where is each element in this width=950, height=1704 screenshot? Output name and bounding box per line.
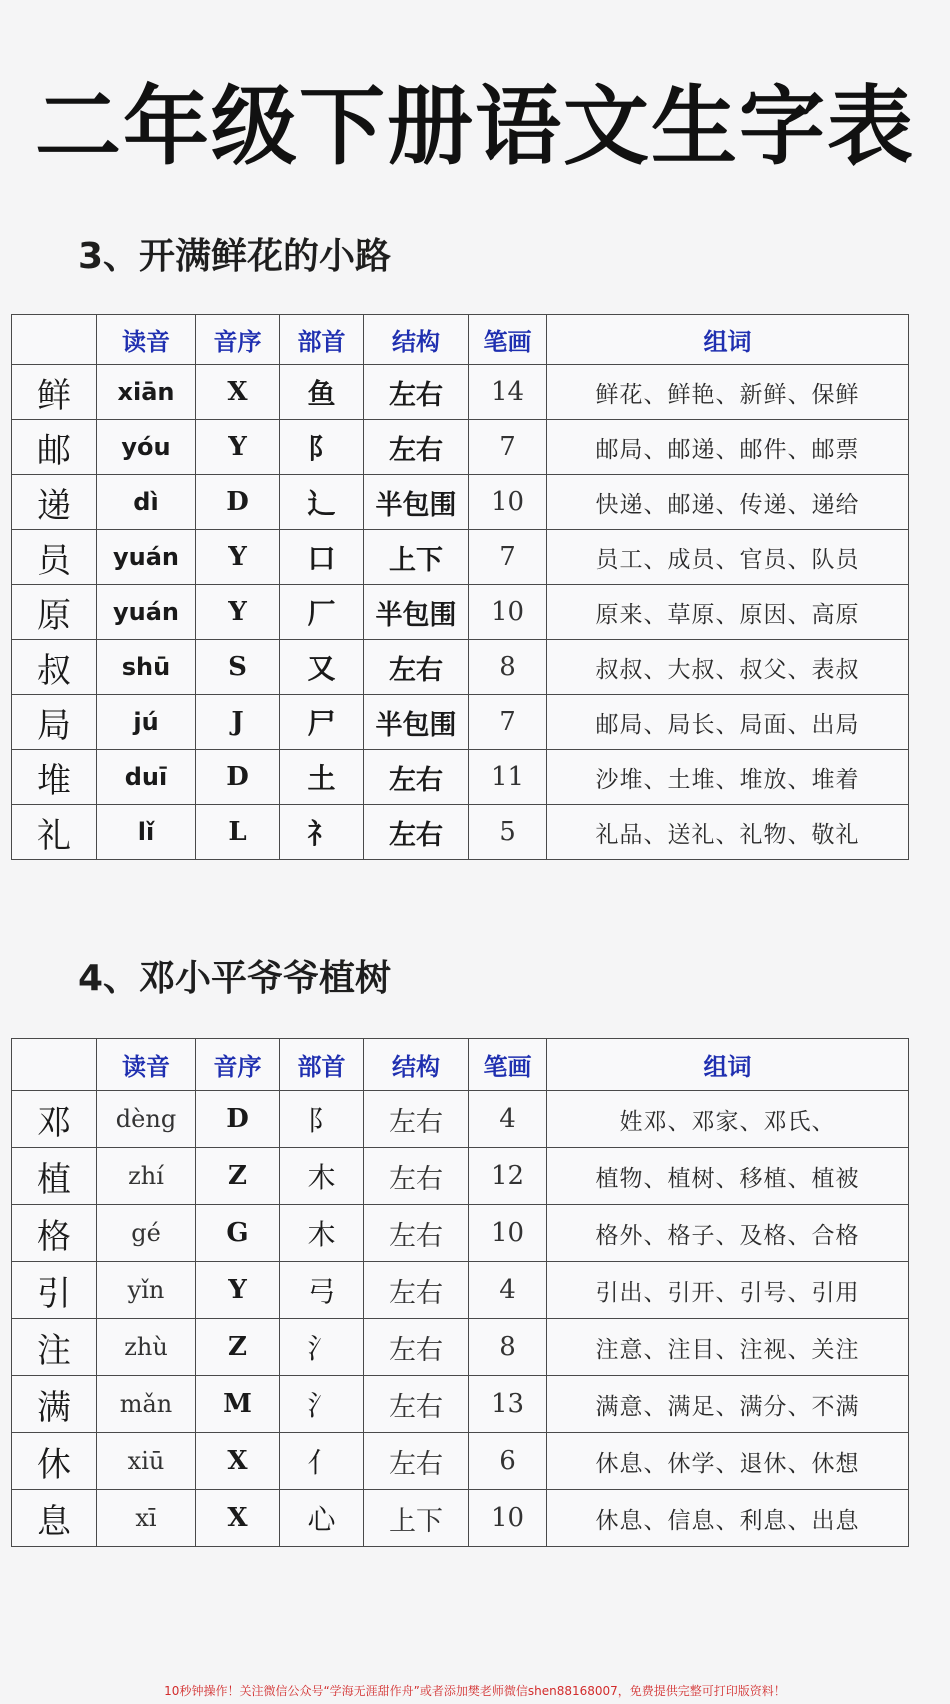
cell-strokes: 10 bbox=[469, 1205, 547, 1262]
cell-initial: D bbox=[196, 1091, 280, 1148]
header-blank bbox=[12, 315, 97, 365]
cell-structure: 半包围 bbox=[364, 585, 469, 640]
cell-words: 休息、休学、退休、休想 bbox=[547, 1433, 909, 1490]
table-row bbox=[12, 750, 909, 805]
cell-radical: 辶 bbox=[280, 475, 364, 530]
cell-initial: Z bbox=[196, 1148, 280, 1205]
cell-character: 引 bbox=[12, 1262, 97, 1319]
header-pinyin: 读音 bbox=[97, 315, 196, 365]
header-structure: 结构 bbox=[364, 315, 469, 365]
header-strokes: 笔画 bbox=[469, 315, 547, 365]
header-initial: 音序 bbox=[196, 1039, 280, 1091]
cell-character: 叔 bbox=[12, 640, 97, 695]
cell-structure: 半包围 bbox=[364, 475, 469, 530]
cell-structure: 半包围 bbox=[364, 695, 469, 750]
cell-initial: Z bbox=[196, 1319, 280, 1376]
footer-notice: 10秒钟操作！关注微信公众号“学海无涯甜作舟”或者添加樊老师微信shen88168007，免费提供完整可打印版资料！ bbox=[164, 1684, 786, 1698]
table-row bbox=[12, 1376, 909, 1433]
cell-words: 植物、植树、移植、植被 bbox=[547, 1148, 909, 1205]
cell-character: 注 bbox=[12, 1319, 97, 1376]
cell-radical: 口 bbox=[280, 530, 364, 585]
cell-pinyin: yóu bbox=[97, 420, 196, 475]
cell-character: 满 bbox=[12, 1376, 97, 1433]
cell-initial: J bbox=[196, 695, 280, 750]
cell-radical: 氵 bbox=[280, 1319, 364, 1376]
table-row bbox=[12, 1319, 909, 1376]
cell-strokes: 7 bbox=[469, 530, 547, 585]
cell-strokes: 7 bbox=[469, 420, 547, 475]
cell-structure: 左右 bbox=[364, 750, 469, 805]
header-initial: 音序 bbox=[196, 315, 280, 365]
cell-strokes: 11 bbox=[469, 750, 547, 805]
cell-initial: M bbox=[196, 1376, 280, 1433]
cell-character: 员 bbox=[12, 530, 97, 585]
cell-structure: 左右 bbox=[364, 420, 469, 475]
table-row bbox=[12, 475, 909, 530]
table-row bbox=[12, 1490, 909, 1547]
header-strokes: 笔画 bbox=[469, 1039, 547, 1091]
cell-words: 员工、成员、官员、队员 bbox=[547, 530, 909, 585]
cell-pinyin: yǐn bbox=[97, 1262, 196, 1319]
cell-strokes: 7 bbox=[469, 695, 547, 750]
cell-words: 满意、满足、满分、不满 bbox=[547, 1376, 909, 1433]
cell-radical: 木 bbox=[280, 1148, 364, 1205]
cell-initial: Y bbox=[196, 585, 280, 640]
header-radical: 部首 bbox=[280, 1039, 364, 1091]
table-row bbox=[12, 640, 909, 695]
cell-words: 快递、邮递、传递、递给 bbox=[547, 475, 909, 530]
cell-words: 格外、格子、及格、合格 bbox=[547, 1205, 909, 1262]
cell-structure: 左右 bbox=[364, 1205, 469, 1262]
cell-structure: 左右 bbox=[364, 365, 469, 420]
cell-initial: X bbox=[196, 1490, 280, 1547]
cell-pinyin: dèng bbox=[97, 1091, 196, 1148]
cell-character: 邮 bbox=[12, 420, 97, 475]
cell-words: 原来、草原、原因、高原 bbox=[547, 585, 909, 640]
cell-words: 礼品、送礼、礼物、敬礼 bbox=[547, 805, 909, 860]
cell-radical: 弓 bbox=[280, 1262, 364, 1319]
cell-radical: 氵 bbox=[280, 1376, 364, 1433]
cell-words: 沙堆、土堆、堆放、堆着 bbox=[547, 750, 909, 805]
cell-radical: 阝 bbox=[280, 1091, 364, 1148]
cell-strokes: 4 bbox=[469, 1262, 547, 1319]
lesson-4-table bbox=[11, 1038, 909, 1547]
cell-strokes: 6 bbox=[469, 1433, 547, 1490]
cell-initial: Y bbox=[196, 420, 280, 475]
cell-pinyin: xiū bbox=[97, 1433, 196, 1490]
cell-pinyin: xiān bbox=[97, 365, 196, 420]
cell-pinyin: mǎn bbox=[97, 1376, 196, 1433]
cell-structure: 左右 bbox=[364, 640, 469, 695]
cell-character: 堆 bbox=[12, 750, 97, 805]
lesson-3-heading: 3、开满鲜花的小路 bbox=[78, 236, 392, 277]
cell-pinyin: shū bbox=[97, 640, 196, 695]
cell-character: 鲜 bbox=[12, 365, 97, 420]
header-structure: 结构 bbox=[364, 1039, 469, 1091]
page-title: 二年级下册语文生字表 bbox=[35, 77, 915, 177]
cell-strokes: 8 bbox=[469, 1319, 547, 1376]
cell-pinyin: duī bbox=[97, 750, 196, 805]
cell-words: 叔叔、大叔、叔父、表叔 bbox=[547, 640, 909, 695]
cell-initial: Y bbox=[196, 530, 280, 585]
cell-initial: X bbox=[196, 1433, 280, 1490]
table-row bbox=[12, 695, 909, 750]
cell-pinyin: yuán bbox=[97, 530, 196, 585]
cell-structure: 左右 bbox=[364, 1433, 469, 1490]
table-row bbox=[12, 1262, 909, 1319]
table-row bbox=[12, 585, 909, 640]
cell-character: 植 bbox=[12, 1148, 97, 1205]
lesson-4-heading: 4、邓小平爷爷植树 bbox=[78, 958, 392, 999]
cell-words: 邮局、局长、局面、出局 bbox=[547, 695, 909, 750]
cell-structure: 左右 bbox=[364, 805, 469, 860]
cell-radical: 尸 bbox=[280, 695, 364, 750]
cell-pinyin: zhù bbox=[97, 1319, 196, 1376]
cell-radical: 又 bbox=[280, 640, 364, 695]
cell-character: 邓 bbox=[12, 1091, 97, 1148]
cell-words: 姓邓、邓家、邓氏、 bbox=[547, 1091, 909, 1148]
cell-character: 格 bbox=[12, 1205, 97, 1262]
cell-pinyin: yuán bbox=[97, 585, 196, 640]
cell-radical: 礻 bbox=[280, 805, 364, 860]
cell-words: 休息、信息、利息、出息 bbox=[547, 1490, 909, 1547]
header-words: 组词 bbox=[547, 315, 909, 365]
cell-pinyin: jú bbox=[97, 695, 196, 750]
cell-character: 原 bbox=[12, 585, 97, 640]
cell-strokes: 8 bbox=[469, 640, 547, 695]
cell-structure: 左右 bbox=[364, 1091, 469, 1148]
table-row bbox=[12, 1433, 909, 1490]
cell-radical: 鱼 bbox=[280, 365, 364, 420]
cell-structure: 左右 bbox=[364, 1262, 469, 1319]
cell-character: 息 bbox=[12, 1490, 97, 1547]
cell-initial: S bbox=[196, 640, 280, 695]
cell-words: 鲜花、鲜艳、新鲜、保鲜 bbox=[547, 365, 909, 420]
cell-words: 邮局、邮递、邮件、邮票 bbox=[547, 420, 909, 475]
cell-structure: 左右 bbox=[364, 1376, 469, 1433]
cell-strokes: 13 bbox=[469, 1376, 547, 1433]
cell-strokes: 10 bbox=[469, 475, 547, 530]
cell-radical: 阝 bbox=[280, 420, 364, 475]
table-row bbox=[12, 805, 909, 860]
cell-strokes: 14 bbox=[469, 365, 547, 420]
cell-structure: 上下 bbox=[364, 530, 469, 585]
cell-strokes: 4 bbox=[469, 1091, 547, 1148]
cell-character: 递 bbox=[12, 475, 97, 530]
cell-pinyin: dì bbox=[97, 475, 196, 530]
cell-words: 引出、引开、引号、引用 bbox=[547, 1262, 909, 1319]
table-row bbox=[12, 365, 909, 420]
table-row bbox=[12, 530, 909, 585]
header-words: 组词 bbox=[547, 1039, 909, 1091]
table-row bbox=[12, 1205, 909, 1262]
cell-structure: 左右 bbox=[364, 1148, 469, 1205]
header-pinyin: 读音 bbox=[97, 1039, 196, 1091]
cell-pinyin: xī bbox=[97, 1490, 196, 1547]
cell-initial: Y bbox=[196, 1262, 280, 1319]
cell-pinyin: gé bbox=[97, 1205, 196, 1262]
cell-structure: 上下 bbox=[364, 1490, 469, 1547]
cell-initial: L bbox=[196, 805, 280, 860]
cell-character: 局 bbox=[12, 695, 97, 750]
cell-initial: X bbox=[196, 365, 280, 420]
cell-initial: G bbox=[196, 1205, 280, 1262]
cell-words: 注意、注目、注视、关注 bbox=[547, 1319, 909, 1376]
cell-radical: 亻 bbox=[280, 1433, 364, 1490]
table-row bbox=[12, 1091, 909, 1148]
cell-structure: 左右 bbox=[364, 1319, 469, 1376]
cell-strokes: 10 bbox=[469, 585, 547, 640]
cell-strokes: 5 bbox=[469, 805, 547, 860]
cell-pinyin: lǐ bbox=[97, 805, 196, 860]
header-blank bbox=[12, 1039, 97, 1091]
cell-strokes: 10 bbox=[469, 1490, 547, 1547]
header-radical: 部首 bbox=[280, 315, 364, 365]
table-row bbox=[12, 420, 909, 475]
cell-initial: D bbox=[196, 750, 280, 805]
cell-character: 礼 bbox=[12, 805, 97, 860]
cell-radical: 心 bbox=[280, 1490, 364, 1547]
cell-radical: 厂 bbox=[280, 585, 364, 640]
cell-initial: D bbox=[196, 475, 280, 530]
table-row bbox=[12, 1148, 909, 1205]
cell-pinyin: zhí bbox=[97, 1148, 196, 1205]
lesson-3-table bbox=[11, 314, 909, 860]
cell-radical: 土 bbox=[280, 750, 364, 805]
cell-character: 休 bbox=[12, 1433, 97, 1490]
cell-radical: 木 bbox=[280, 1205, 364, 1262]
cell-strokes: 12 bbox=[469, 1148, 547, 1205]
